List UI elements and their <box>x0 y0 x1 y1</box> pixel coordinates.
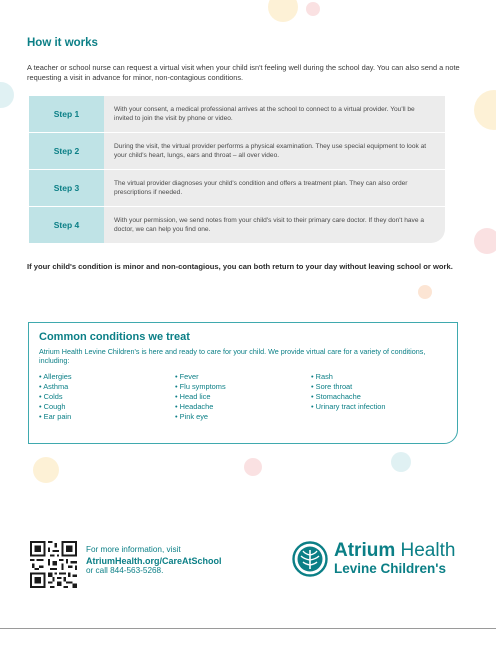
condition-item: • Asthma <box>39 382 175 392</box>
contact-line: For more information, visit <box>86 545 181 554</box>
step-label: Step 3 <box>29 170 104 206</box>
decor-dot <box>418 285 432 299</box>
page-divider <box>0 628 496 629</box>
conditions-column <box>311 372 447 422</box>
decor-dot <box>244 458 262 476</box>
condition-item: • Head lice <box>175 392 311 402</box>
step-text: With your permission, we send notes from your child's visit to their primary care doctor. If they don't have a doctor, we can help you find one. <box>114 217 424 233</box>
contact-info <box>86 545 222 577</box>
conditions-title: Common conditions we treat <box>39 331 190 343</box>
step-label: Step 4 <box>29 207 104 243</box>
brand-name-rest: Health <box>395 540 456 561</box>
condition-item: • Ear pain <box>39 412 175 422</box>
step-row <box>29 133 445 170</box>
how-it-works-heading: How it works <box>27 37 98 49</box>
condition-item: • Allergies <box>39 372 175 382</box>
conditions-box <box>28 322 458 444</box>
decor-dot <box>474 228 496 254</box>
step-text: With your consent, a medical professional arrives at the school to connect to a virtual provider. You'll be invited to join the visit by phone or video. <box>114 106 415 122</box>
brand-subname: Levine Children's <box>334 561 446 576</box>
qr-code[interactable] <box>30 541 77 588</box>
condition-item: • Flu symptoms <box>175 382 311 392</box>
atrium-health-logo <box>292 541 455 577</box>
step-text: The virtual provider diagnoses your child's condition and offers a treatment plan. They can also order prescriptions if needed. <box>114 180 408 196</box>
condition-item: • Cough <box>39 402 175 412</box>
decor-dot <box>306 2 320 16</box>
condition-item: • Stomachache <box>311 392 447 402</box>
step-row <box>29 170 445 207</box>
condition-item: • Pink eye <box>175 412 311 422</box>
summary-text: If your child's condition is minor and non-contagious, you can both return to your day without leaving school or work. <box>27 262 453 271</box>
condition-item: • Fever <box>175 372 311 382</box>
how-it-works-intro: A teacher or school nurse can request a virtual visit when your child isn't feeling well during the school day. You can also send a note requesting a visit in advance for minor, non-contagious conditions. <box>27 63 460 82</box>
decor-dot <box>391 452 411 472</box>
step-row <box>29 96 445 133</box>
step-row <box>29 207 445 243</box>
decor-dot <box>474 90 496 130</box>
decor-dot <box>33 457 59 483</box>
brand-name-bold: Atrium <box>334 540 396 561</box>
brand-name <box>334 541 455 561</box>
tree-logo-icon <box>292 541 328 577</box>
conditions-column <box>175 372 311 422</box>
website-link[interactable]: AtriumHealth.org/CareAtSchool <box>86 555 222 566</box>
step-label: Step 1 <box>29 96 104 132</box>
step-label: Step 2 <box>29 133 104 169</box>
condition-item: • Rash <box>311 372 447 382</box>
conditions-intro: Atrium Health Levine Children's is here and ready to care for your child. We provide virtual care for a variety of conditions, including: <box>39 347 426 366</box>
condition-item: • Colds <box>39 392 175 402</box>
condition-item: • Sore throat <box>311 382 447 392</box>
decor-dot <box>0 82 14 108</box>
phone-line: or call 844-563-5268. <box>86 566 164 576</box>
steps-table <box>29 96 445 243</box>
conditions-list <box>39 372 447 422</box>
condition-item: • Urinary tract infection <box>311 402 447 412</box>
condition-item: • Headache <box>175 402 311 412</box>
step-text: During the visit, the virtual provider performs a physical examination. They use special equipment to look at your child's heart, lungs, ears and throat – all over video. <box>114 143 427 159</box>
conditions-column <box>39 372 175 422</box>
decor-dot <box>268 0 298 22</box>
